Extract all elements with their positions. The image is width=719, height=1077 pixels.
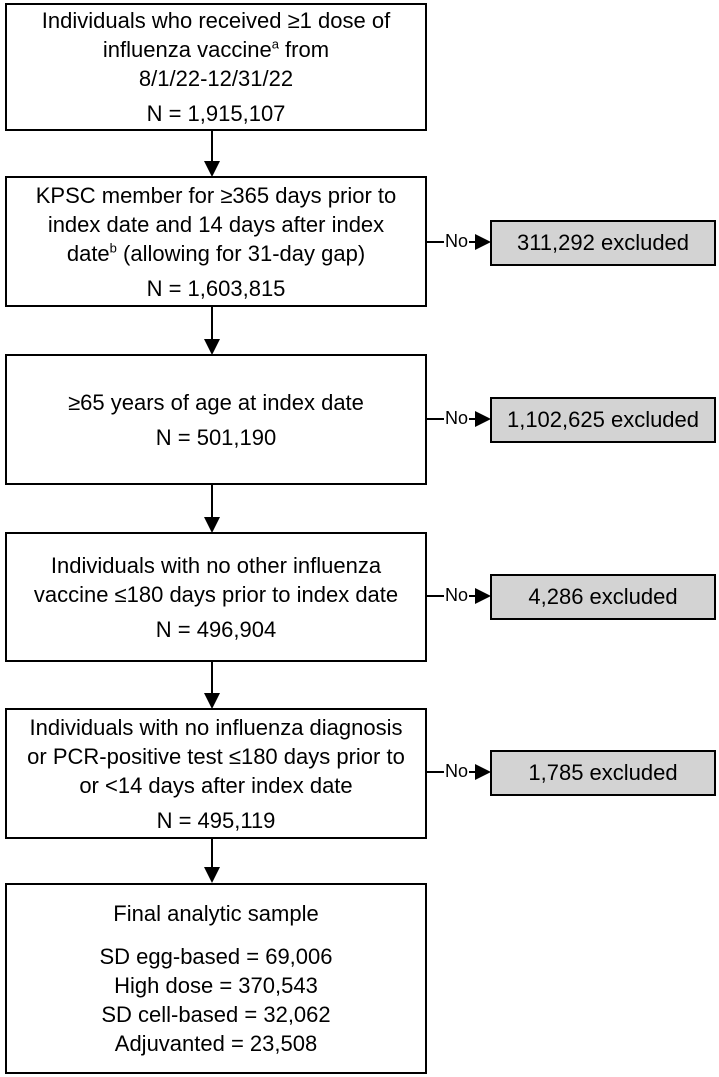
arrow-right-icon (475, 411, 491, 427)
exclusion-2-box: 1,102,625 excluded (490, 397, 716, 443)
footnote-b: b (109, 240, 117, 256)
final-sample-title: Final analytic sample (113, 901, 319, 926)
step-2-line-2: index date and 14 days after index (47, 211, 385, 237)
step-1-line-1: Individuals who received ≥1 dose of (41, 8, 391, 33)
exclusion-3-no-label: No (445, 585, 469, 605)
final-group-sd-egg: SD egg-based = 69,006 (99, 944, 333, 969)
arrow-down-icon (204, 867, 220, 883)
step-5-line-2: or PCR-positive test ≤180 days prior to (27, 743, 405, 769)
step-1-line-2-text: influenza vaccine (102, 37, 272, 62)
arrow-down-icon (204, 339, 220, 355)
step-5-box (5, 708, 427, 839)
step-4-line-2: vaccine ≤180 days prior to index date (33, 581, 399, 607)
step-4-count: N = 496,904 (155, 616, 277, 642)
arrow-down-icon (204, 161, 220, 177)
step-4-line-1: Individuals with no other influenza (50, 552, 382, 578)
step-1-count: N = 1,915,107 (146, 101, 286, 126)
connector-2-3 (211, 307, 213, 341)
step-2-line-3-text: date (66, 240, 110, 266)
step-1-line-2 (103, 35, 329, 64)
exclusion-2-no-label: No (445, 408, 469, 428)
step-2-line-3 (67, 239, 365, 268)
step-1-box (5, 3, 427, 131)
arrow-right-icon (475, 234, 491, 250)
final-group-sd-cell: SD cell-based = 32,062 (101, 1002, 331, 1027)
step-4-box (5, 532, 427, 662)
step-3-count: N = 501,190 (155, 424, 277, 450)
step-1-line-3: 8/1/22-12/31/22 (138, 66, 294, 91)
final-group-high-dose: High dose = 370,543 (114, 973, 318, 998)
arrow-down-icon (204, 517, 220, 533)
step-2-count: N = 1,603,815 (146, 275, 286, 301)
connector-1-2 (211, 131, 213, 163)
step-3-box (5, 354, 427, 485)
step-2-box (5, 176, 427, 307)
step-3-line-1: ≥65 years of age at index date (68, 389, 364, 415)
final-sample-box (5, 883, 427, 1074)
arrow-down-icon (204, 693, 220, 709)
step-5-line-3: or <14 days after index date (79, 772, 353, 798)
exclusion-4-no-label: No (445, 761, 469, 781)
step-1-line-2-suffix: from (278, 37, 330, 62)
step-2-line-1: KPSC member for ≥365 days prior to (35, 182, 397, 208)
footnote-a: a (271, 36, 279, 52)
final-group-adjuvanted: Adjuvanted = 23,508 (114, 1031, 318, 1056)
exclusion-4-box: 1,785 excluded (490, 750, 716, 796)
connector-5-final (211, 839, 213, 869)
exclusion-1-box: 311,292 excluded (490, 220, 716, 266)
arrow-right-icon (475, 764, 491, 780)
step-2-line-3-suffix: (allowing for 31-day gap) (116, 240, 366, 266)
step-5-line-1: Individuals with no influenza diagnosis (29, 714, 403, 740)
connector-3-4 (211, 485, 213, 519)
exclusion-3-box: 4,286 excluded (490, 574, 716, 620)
arrow-right-icon (475, 588, 491, 604)
step-5-count: N = 495,119 (156, 807, 276, 833)
connector-4-5 (211, 662, 213, 695)
exclusion-1-no-label: No (445, 231, 469, 251)
